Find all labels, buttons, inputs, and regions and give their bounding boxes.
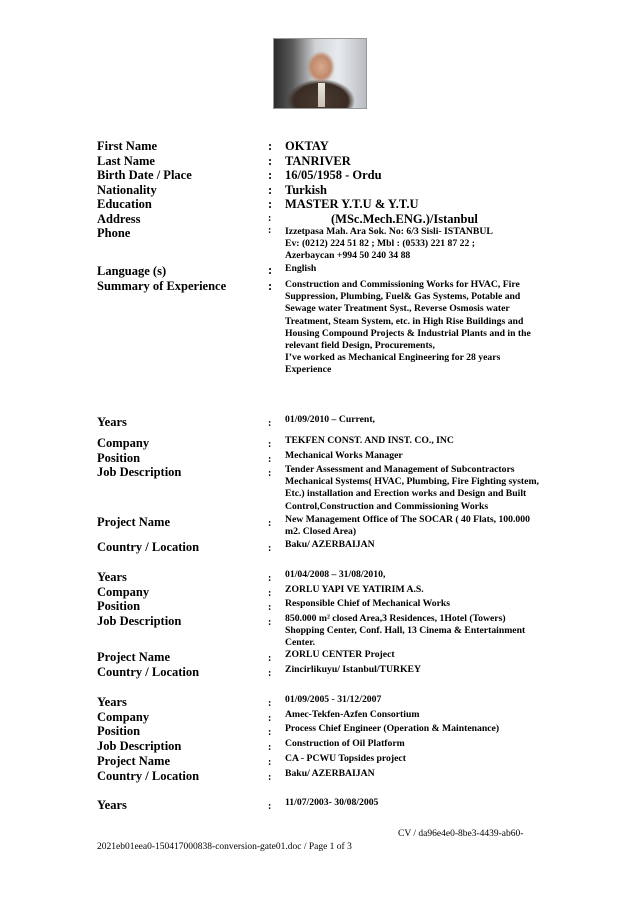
summary-line: relevant field Design, Procurements,: [285, 340, 435, 352]
value-job-description: [285, 464, 575, 513]
job2-years: [0, 570, 638, 584]
summary-line: Experience: [285, 364, 332, 376]
colon: :: [268, 225, 272, 236]
job1-project: [0, 514, 638, 538]
label-education: Education: [97, 197, 152, 211]
job1-position: [0, 451, 638, 465]
label-project: Project Name: [97, 515, 170, 529]
value-summary: [285, 279, 575, 377]
colon: :: [268, 573, 272, 584]
label-position: Position: [97, 599, 141, 613]
colon: :: [268, 653, 272, 664]
row-phone: [0, 225, 638, 262]
label-language: Language (s): [97, 264, 167, 278]
job1-jobdesc: [0, 464, 638, 512]
footer-line-1: CV / da96e4e0-8be3-4439-ab60-: [398, 829, 524, 839]
colon: :: [268, 454, 272, 465]
label-position: Position: [97, 451, 141, 465]
row-education: [0, 197, 638, 211]
value-nationality: Turkish: [285, 183, 327, 197]
colon: :: [268, 139, 273, 153]
colon: :: [268, 279, 273, 293]
label-summary: Summary of Experience: [97, 279, 227, 293]
summary-line: Construction and Commissioning Works for HVAC, Fire: [285, 279, 520, 290]
summary-line: Suppression, Plumbing, Fuel& Gas Systems, Potable and: [285, 291, 521, 303]
colon: :: [268, 543, 272, 554]
desc-line: Shopping Center, Conf. Hall, 13 Cinema & Entertainment: [285, 625, 526, 637]
label-country: Country / Location: [97, 769, 200, 783]
value-company: TEKFEN CONST. AND INST. CO., INC: [285, 435, 454, 446]
colon: :: [268, 742, 272, 753]
job3-project: [0, 754, 638, 768]
label-address: Address: [97, 212, 141, 226]
label-last-name: Last Name: [97, 154, 155, 168]
colon: :: [268, 698, 272, 709]
job3-jobdesc: [0, 739, 638, 753]
value-country: Zincirlikuyu/ Istanbul/TURKEY: [285, 664, 421, 675]
label-project: Project Name: [97, 754, 170, 768]
value-project: ZORLU CENTER Project: [285, 649, 395, 660]
job3-company: [0, 710, 638, 724]
desc-line: Control,Construction and Commissioning Works: [285, 500, 489, 512]
colon: :: [268, 518, 272, 529]
job2-country: [0, 665, 638, 679]
colon: :: [268, 617, 272, 628]
summary-line: Housing Compound Projects & Industrial Plants and in the: [285, 327, 531, 339]
job2-company: [0, 585, 638, 599]
colon: :: [268, 772, 272, 783]
job3-country: [0, 769, 638, 783]
summary-line: Treatment, Steam System, etc. in High Rise Buildings and: [285, 315, 524, 327]
value-phone: [285, 226, 575, 263]
value-project: [285, 514, 575, 538]
value-job-description: Construction of Oil Platform: [285, 738, 405, 749]
row-language: [0, 264, 638, 278]
value-years: 11/07/2003- 30/08/2005: [285, 797, 379, 808]
label-years: Years: [97, 570, 127, 584]
label-phone: Phone: [97, 226, 131, 240]
colon: :: [268, 801, 272, 812]
label-years: Years: [97, 695, 127, 709]
value-first-name: OKTAY: [285, 139, 329, 153]
summary-line: I’ve worked as Mechanical Engineering for 28 years: [285, 352, 501, 364]
colon: :: [268, 263, 273, 277]
label-years: Years: [97, 415, 127, 429]
project-line: New Management Office of The SOCAR ( 40 Flats, 100.000: [285, 514, 530, 525]
job1-years: [0, 415, 638, 429]
job2-project: [0, 650, 638, 664]
value-birth: 16/05/1958 - Ordu: [285, 168, 382, 182]
value-position: Responsible Chief of Mechanical Works: [285, 598, 451, 609]
job1-country: [0, 540, 638, 554]
colon: :: [268, 757, 272, 768]
label-nationality: Nationality: [97, 183, 157, 197]
job2-jobdesc: [0, 613, 638, 649]
label-job-description: Job Description: [97, 465, 182, 479]
colon: :: [268, 588, 272, 599]
project-line: m2. Closed Area): [285, 526, 357, 538]
desc-line: Etc.) installation and Erection works and Design and Built: [285, 488, 527, 500]
colon: :: [268, 727, 272, 738]
value-company: Amec-Tekfen-Azfen Consortium: [285, 709, 420, 720]
row-first-name: [0, 139, 638, 153]
job3-position: [0, 724, 638, 738]
value-position: Mechanical Works Manager: [285, 450, 403, 461]
value-job-description: [285, 613, 575, 650]
phone-line: Izzetpasa Mah. Ara Sok. No: 6/3 Sisli- ISTANBUL: [285, 226, 493, 237]
value-country: Baku/ AZERBAIJAN: [285, 539, 375, 550]
value-last-name: TANRIVER: [285, 154, 351, 168]
label-company: Company: [97, 585, 150, 599]
phone-line: Ev: (0212) 224 51 82 ; Mbl : (0533) 221 87 22 ;: [285, 238, 475, 250]
desc-line: 850.000 m² closed Area,3 Residences, 1Hotel (Towers): [285, 613, 506, 624]
value-address: (MSc.Mech.ENG.)/Istanbul: [331, 212, 478, 226]
value-country: Baku/ AZERBAIJAN: [285, 768, 375, 779]
row-summary: [0, 279, 638, 376]
desc-line: Center.: [285, 637, 316, 649]
label-first-name: First Name: [97, 139, 158, 153]
colon: :: [268, 168, 273, 182]
label-years: Years: [97, 798, 127, 812]
value-years: 01/09/2010 – Current,: [285, 414, 375, 425]
job1-company: [0, 436, 638, 450]
value-language: English: [285, 263, 317, 274]
label-company: Company: [97, 710, 150, 724]
row-last-name: [0, 154, 638, 168]
label-position: Position: [97, 724, 141, 738]
job4-years: [0, 798, 638, 812]
footer-line-2: 2021eb01eea0-150417000838-conversion-gate01.doc / Page 1 of 3: [97, 842, 352, 852]
desc-line: Mechanical Systems( HVAC, Plumbing, Fire Fighting system,: [285, 476, 539, 488]
label-job-description: Job Description: [97, 614, 182, 628]
label-country: Country / Location: [97, 540, 200, 554]
value-years: 01/09/2005 - 31/12/2007: [285, 694, 382, 705]
desc-line: Tender Assessment and Management of Subcontractors: [285, 464, 515, 475]
job2-position: [0, 599, 638, 613]
value-education: MASTER Y.T.U & Y.T.U: [285, 197, 419, 211]
colon: :: [268, 213, 272, 224]
value-company: ZORLU YAPI VE YATIRIM A.S.: [285, 584, 424, 595]
value-position: Process Chief Engineer (Operation & Maintenance): [285, 723, 500, 734]
colon: :: [268, 183, 273, 197]
label-company: Company: [97, 436, 150, 450]
row-address: [0, 212, 638, 226]
colon: :: [268, 668, 272, 679]
label-birth: Birth Date / Place: [97, 168, 192, 182]
value-years: 01/04/2008 – 31/08/2010,: [285, 569, 386, 580]
row-birth: [0, 168, 638, 182]
photo-detail: [318, 83, 325, 107]
label-job-description: Job Description: [97, 739, 182, 753]
label-project: Project Name: [97, 650, 170, 664]
colon: :: [268, 713, 272, 724]
row-nationality: [0, 183, 638, 197]
colon: :: [268, 418, 272, 429]
value-project: CA - PCWU Topsides project: [285, 753, 406, 764]
job3-years: [0, 695, 638, 709]
colon: :: [268, 468, 272, 479]
colon: :: [268, 154, 273, 168]
profile-photo: [273, 38, 367, 109]
colon: :: [268, 197, 273, 211]
summary-line: Sewage water Treatment Syst., Reverse Osmosis water: [285, 303, 510, 315]
label-country: Country / Location: [97, 665, 200, 679]
phone-line: Azerbaycan +994 50 240 34 88: [285, 250, 411, 262]
colon: :: [268, 439, 272, 450]
colon: :: [268, 602, 272, 613]
